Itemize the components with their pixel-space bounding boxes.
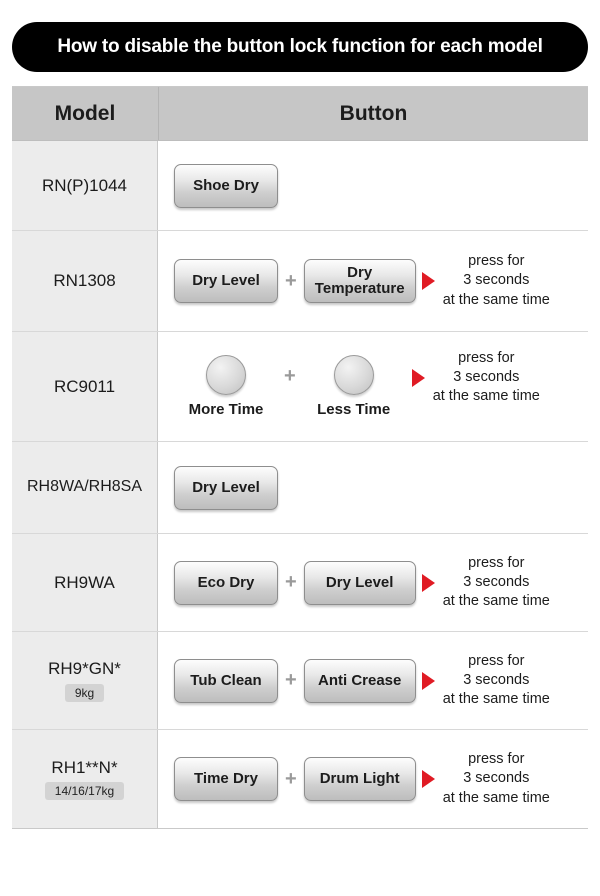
table-row [12,730,588,828]
model-name: RN1308 [53,271,116,291]
page-title: How to disable the button lock function for each model [57,36,543,57]
table-row [12,442,588,534]
table-row [12,231,588,332]
model-cell [12,231,158,331]
appliance-button[interactable]: Dry Level [174,259,278,303]
model-capacity-badge: 14/16/17kg [45,782,124,800]
plus-symbol: + [285,571,297,593]
instruction-note [443,554,550,611]
appliance-button[interactable]: Drum Light [304,757,416,801]
note-line: press for [468,554,525,571]
model-capacity-badge: 9kg [65,684,104,702]
arrow-right-icon [422,672,435,690]
instruction-note [433,349,540,406]
note-line: press for [468,751,525,768]
appliance-button[interactable]: Dry Level [174,466,278,510]
plus-symbol: + [285,767,297,790]
appliance-button[interactable]: Dry Temperature [304,259,416,303]
knob-label: Less Time [317,401,391,418]
table-row [12,332,588,442]
note-line: at the same time [442,593,550,610]
appliance-button[interactable]: Anti Crease [304,659,416,703]
plus-symbol: + [284,365,296,387]
arrow-right-icon [422,770,435,788]
button-cell [158,141,588,230]
note-line: 3 seconds [463,770,530,787]
model-cell [12,442,158,533]
table-header-row [12,87,588,141]
model-name: RH8WA/RH8SA [27,478,142,496]
table-row [12,141,588,231]
note-line: at the same time [442,789,550,806]
model-cell [12,332,158,441]
plus-symbol: + [285,269,297,292]
page-root [0,22,600,896]
model-name: RH9*GN* [48,659,121,679]
instruction-note [443,750,550,807]
note-line: 3 seconds [463,573,530,590]
button-cell [158,730,588,828]
button-cell [158,332,588,441]
button-cell [158,632,588,729]
plus-symbol: + [285,669,297,691]
table-row [12,534,588,632]
column-header-model: Model [12,87,159,140]
arrow-right-icon [422,272,435,290]
note-line: press for [468,253,525,270]
note-line: 3 seconds [453,368,520,385]
note-line: 3 seconds [463,272,530,289]
model-name: RH1**N* [51,757,118,777]
appliance-button[interactable]: Eco Dry [174,561,278,605]
note-line: press for [468,652,525,669]
appliance-button[interactable]: Shoe Dry [174,164,278,208]
table-row [12,632,588,730]
model-cell [12,534,158,631]
knob-icon[interactable] [334,355,374,395]
appliance-button[interactable]: Dry Level [304,561,416,605]
note-line: at the same time [432,388,540,405]
instruction-note [443,252,550,309]
instruction-note [443,652,550,709]
model-name: RN(P)1044 [41,175,128,195]
button-cell [158,534,588,631]
knob-label: More Time [188,401,264,418]
appliance-button[interactable]: Time Dry [174,757,278,801]
title-banner [12,22,588,72]
column-header-button: Button [339,101,408,125]
appliance-button[interactable]: Tub Clean [174,659,278,703]
arrow-right-icon [412,369,425,387]
model-button-table [12,86,588,829]
button-cell [158,442,588,533]
note-line: 3 seconds [463,671,530,688]
note-line: at the same time [442,291,550,308]
appliance-knob-group[interactable] [302,355,406,418]
knob-icon[interactable] [206,355,246,395]
model-name: RC9011 [53,376,116,396]
note-line: at the same time [442,691,550,708]
arrow-right-icon [422,574,435,592]
model-cell [12,632,158,729]
appliance-knob-group[interactable] [174,355,278,418]
button-cell [158,231,588,331]
model-name: RH9WA [54,572,115,592]
model-cell [12,730,158,828]
note-line: press for [458,349,515,366]
model-cell [12,141,158,230]
